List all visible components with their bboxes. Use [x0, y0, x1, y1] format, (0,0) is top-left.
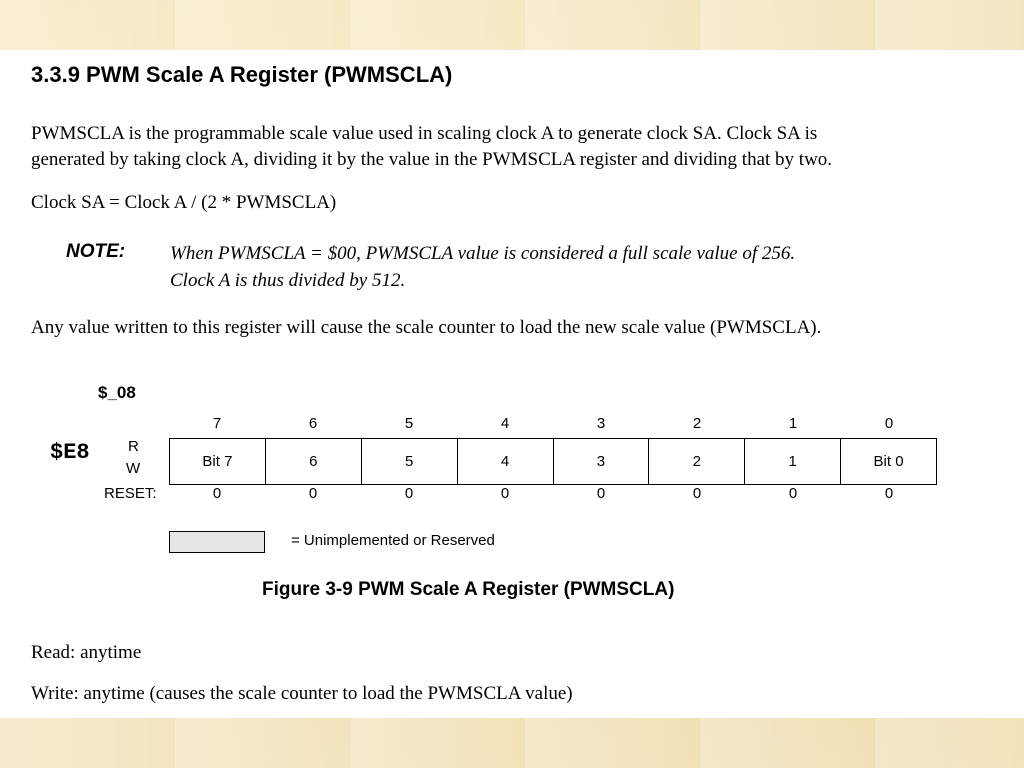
note-text-line-1: When PWMSCLA = $00, PWMSCLA value is considered a full scale value of 256. — [170, 243, 796, 264]
write-label: W — [126, 460, 141, 477]
bit-number: 5 — [404, 415, 414, 432]
bit-number: 0 — [884, 415, 894, 432]
intro-paragraph-line-2: generated by taking clock A, dividing it by the value in the PWMSCLA register and dividing that by two. — [31, 149, 833, 170]
register-cell: 3 — [553, 439, 649, 484]
bit-number: 6 — [308, 415, 318, 432]
overlay-address-label: $E8 — [50, 440, 90, 465]
bit-number: 4 — [500, 415, 510, 432]
reset-value: 0 — [788, 485, 798, 502]
bit-number: 1 — [788, 415, 798, 432]
any-value-paragraph: Any value written to this register will cause the scale counter to load the new scale value (PWMSCLA). — [31, 317, 822, 338]
reset-value: 0 — [500, 485, 510, 502]
register-cell: 5 — [361, 439, 457, 484]
formula-text: Clock SA = Clock A / (2 * PWMSCLA) — [31, 192, 337, 213]
note-label: NOTE: — [66, 241, 126, 262]
register-address: $_08 — [98, 383, 136, 402]
section-heading: 3.3.9 PWM Scale A Register (PWMSCLA) — [31, 62, 453, 87]
register-cell: 1 — [744, 439, 840, 484]
note-text-line-2: Clock A is thus divided by 512. — [170, 270, 406, 291]
register-cell: 6 — [265, 439, 361, 484]
write-access-text: Write: anytime (causes the scale counter to load the PWMSCLA value) — [31, 683, 573, 704]
reset-value: 0 — [212, 485, 222, 502]
register-cell: Bit 7 — [202, 453, 233, 470]
read-access-text: Read: anytime — [31, 642, 142, 663]
register-cell: 2 — [648, 439, 744, 484]
unimplemented-legend-swatch — [169, 531, 265, 553]
intro-paragraph-line-1: PWMSCLA is the programmable scale value used in scaling clock A to generate clock SA. Clock SA is — [31, 123, 818, 144]
legend-text: = Unimplemented or Reserved — [291, 532, 495, 549]
reset-value: 0 — [884, 485, 894, 502]
figure-caption: Figure 3-9 PWM Scale A Register (PWMSCLA) — [262, 579, 675, 600]
reset-label: RESET: — [104, 485, 157, 502]
register-cell: Bit 0 — [840, 439, 936, 484]
reset-value: 0 — [308, 485, 318, 502]
bit-number: 3 — [596, 415, 606, 432]
bit-number: 2 — [692, 415, 702, 432]
register-bit-table — [169, 438, 937, 485]
bit-number: 7 — [212, 415, 222, 432]
reset-value: 0 — [404, 485, 414, 502]
reset-value: 0 — [596, 485, 606, 502]
read-label: R — [128, 438, 139, 455]
register-cell: 4 — [457, 439, 553, 484]
reset-value: 0 — [692, 485, 702, 502]
